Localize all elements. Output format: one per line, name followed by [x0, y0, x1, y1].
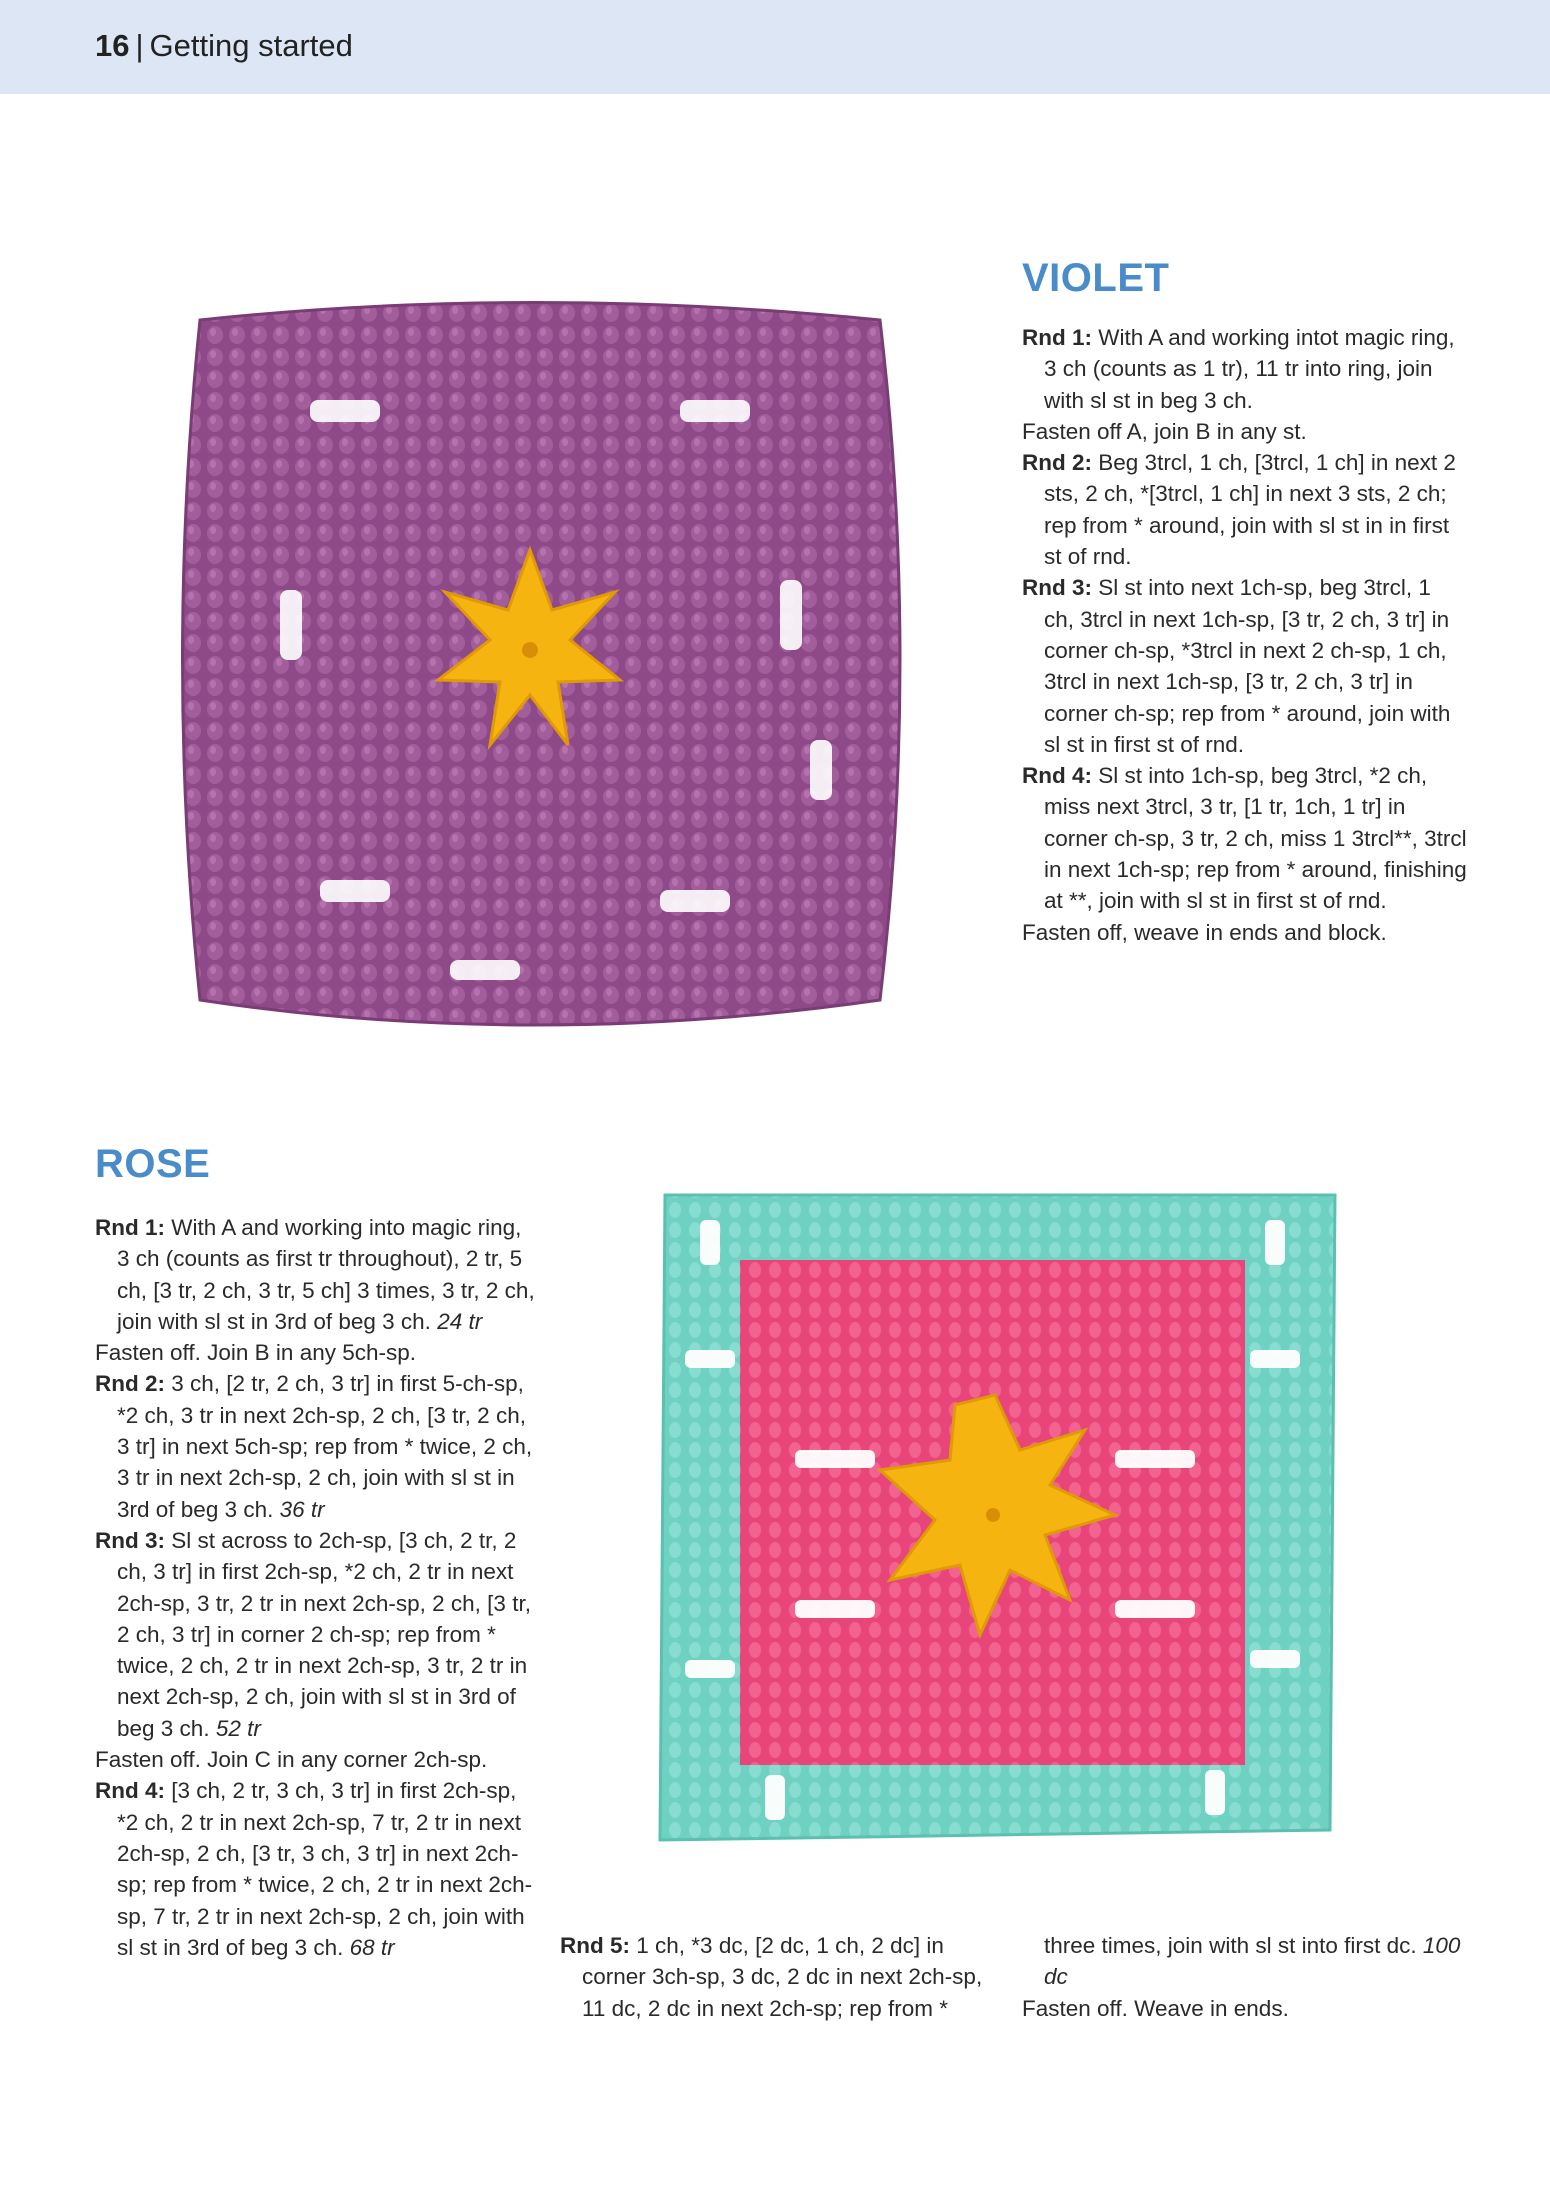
rose-fasten-1: Fasten off. Join B in any 5ch-sp.: [95, 1340, 417, 1366]
page-number: 16: [95, 28, 130, 63]
rose-title: ROSE: [95, 1142, 211, 1186]
rose-square-photo: [645, 1180, 1345, 1880]
page-header: [0, 0, 1550, 94]
rose-rnd5-continued-column: [1022, 1930, 1467, 2024]
rose-fasten-2: Fasten off. Join C in any corner 2ch-sp.: [95, 1747, 488, 1773]
violet-fasten-1: Fasten off A, join B in any st.: [1022, 418, 1307, 444]
violet-square-photo: [160, 280, 920, 1060]
rose-rnd4: Rnd 4: [3 ch, 2 tr, 3 ch, 3 tr] in first 2ch-sp, *2 ch, 2 tr in next 2ch-sp, 7 tr, 2 tr in next 2ch-sp, 2 ch, [3 tr, 3 ch, 3 tr] in next 2ch-sp; rep from * twice, 2 ch, 2 tr in next 2ch-sp, 7 tr, 2 tr in next 2ch-sp, 2 ch, join with sl st in 3rd of beg 3 ch. 68 tr: [95, 1778, 533, 1960]
rose-rnd2: Rnd 2: 3 ch, [2 tr, 2 ch, 3 tr] in first 5-ch-sp, *2 ch, 3 tr in next 2ch-sp, 2 ch, [3 tr, 2 ch, 3 tr] in next 5ch-sp; rep from * twice, 2 ch, 3 tr in next 2ch-sp, 2 ch, join with sl st in 3rd of beg 3 ch. 36 tr: [95, 1371, 533, 1522]
violet-instructions: [1022, 322, 1467, 948]
violet-rnd3: Rnd 3: Sl st into next 1ch-sp, beg 3trcl, 1 ch, 3trcl in next 1ch-sp, [3 tr, 2 ch, 3 tr] in corner ch-sp, *3trcl in next 2 ch-sp, 1 ch, 3trcl in next 1ch-sp, [3 tr, 2 ch, 3 tr] in corner ch-sp; rep from * around, join with sl st in first st of rnd.: [1022, 575, 1451, 757]
rose-rnd5-continued: three times, join with sl st into first dc. 100 dc: [1044, 1933, 1461, 1990]
violet-rnd4: Rnd 4: Sl st into 1ch-sp, beg 3trcl, *2 ch, miss next 3trcl, 3 tr, [1 tr, 1ch, 1 tr] in corner ch-sp, 3 tr, 2 ch, miss 1 3trcl**, 3trcl in next 1ch-sp; rep from * around, finishing at **, join with sl st in first st of rnd.: [1022, 763, 1467, 914]
rose-rnd3: Rnd 3: Sl st across to 2ch-sp, [3 ch, 2 tr, 2 ch, 3 tr] in first 2ch-sp, *2 ch, 2 tr in next 2ch-sp, 3 tr, 2 tr in next 2ch-sp, 2 ch, [3 tr, 2 ch, 3 tr] in corner 2 ch-sp; rep from * twice, 2 ch, 2 tr in next 2ch-sp, 3 tr, 2 tr in next 2ch-sp, 2 ch, join with sl st in 3rd of beg 3 ch. 52 tr: [95, 1527, 531, 1741]
violet-rnd1: Rnd 1: With A and working intot magic ring, 3 ch (counts as 1 tr), 11 tr into ring, join with sl st in beg 3 ch.: [1022, 325, 1455, 413]
header-separator: |: [135, 28, 144, 63]
section-title: Getting started: [149, 28, 353, 63]
rose-instructions: [95, 1212, 535, 1963]
running-head: [95, 28, 353, 64]
violet-rnd2: Rnd 2: Beg 3trcl, 1 ch, [3trcl, 1 ch] in next 2 sts, 2 ch, *[3trcl, 1 ch] in next 3 sts, 2 ch; rep from * around, join with sl st in in first st of rnd.: [1022, 450, 1456, 570]
violet-fasten-2: Fasten off, weave in ends and block.: [1022, 919, 1387, 945]
rose-rnd5: Rnd 5: 1 ch, *3 dc, [2 dc, 1 ch, 2 dc] in corner 3ch-sp, 3 dc, 2 dc in next 2ch-sp, 11 dc, 2 dc in next 2ch-sp; rep from *: [560, 1933, 983, 2021]
rose-rnd5-column: [560, 1930, 1000, 2024]
rose-fasten-3: Fasten off. Weave in ends.: [1022, 1995, 1289, 2021]
violet-title: VIOLET: [1022, 256, 1170, 300]
rose-rnd1: Rnd 1: With A and working into magic ring, 3 ch (counts as first tr throughout), 2 tr, 5 ch, [3 tr, 2 ch, 3 tr, 5 ch] 3 times, 3 tr, 2 ch, join with sl st in 3rd of beg 3 ch. 24 tr: [95, 1215, 535, 1334]
